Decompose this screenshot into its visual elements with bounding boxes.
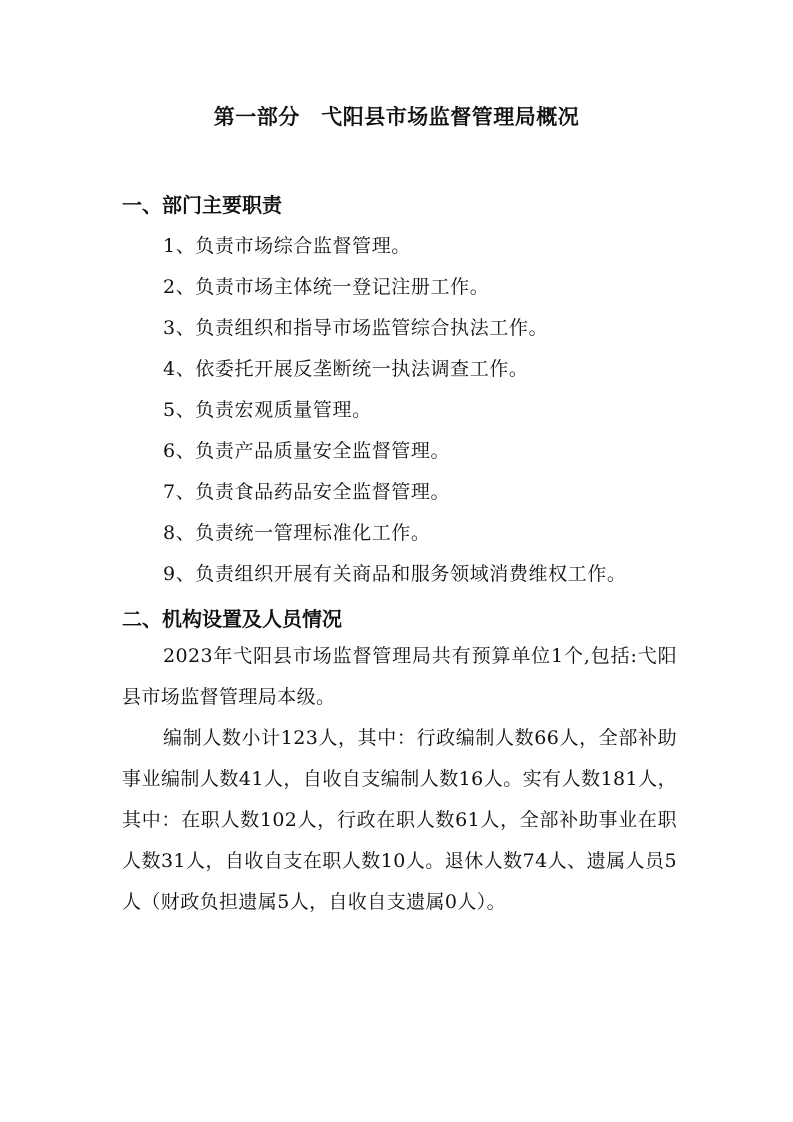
duty-item: 5、负责宏观质量管理。 — [163, 399, 372, 421]
duty-item: 6、负责产品质量安全监督管理。 — [163, 440, 451, 462]
staffing-paragraph: 编制人数小计123人，其中：行政编制人数66人，全部补助事业编制人数41人，自收自支编制人数16人。实有人数181人，其中：在职人数102人，行政在职人数61人，全部补助事业在职人数31人，自收自支在职人数10人。退休人数74人、遗属人员5人（财政负担遗属5人，自收自支遗属0人）。 — [122, 727, 677, 913]
organization-paragraph: 2023年弋阳县市场监督管理局共有预算单位1个,包括:弋阳县市场监督管理局本级。 — [122, 645, 677, 708]
duty-item: 2、负责市场主体统一登记注册工作。 — [163, 276, 490, 298]
duty-item: 4、依委托开展反垄断统一执法调查工作。 — [163, 358, 529, 380]
duty-item: 7、负责食品药品安全监督管理。 — [163, 481, 451, 503]
page-title: 第一部分 弋阳县市场监督管理局概况 — [213, 105, 580, 129]
duty-item: 8、负责统一管理标准化工作。 — [163, 522, 431, 544]
duty-item: 1、负责市场综合监督管理。 — [163, 235, 411, 257]
section-heading-organization: 二、机构设置及人员情况 — [122, 607, 342, 631]
duty-item: 3、负责组织和指导市场监管综合执法工作。 — [163, 317, 549, 339]
section-heading-duties: 一、部门主要职责 — [122, 193, 282, 217]
duty-item: 9、负责组织开展有关商品和服务领域消费维权工作。 — [163, 563, 627, 585]
